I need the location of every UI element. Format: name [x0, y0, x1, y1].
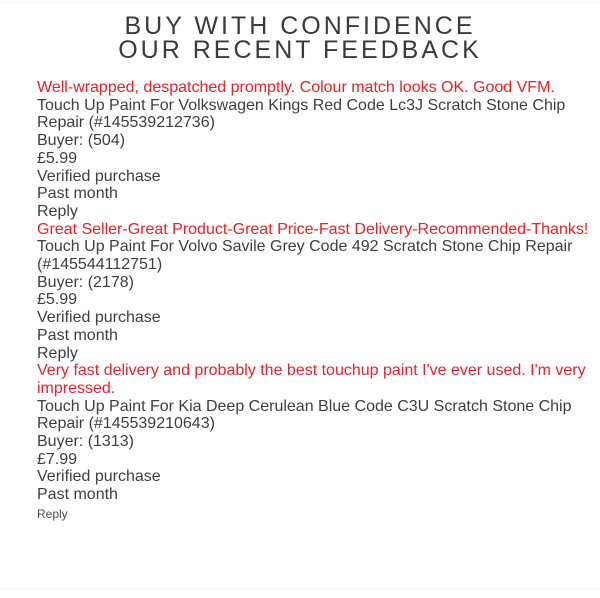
feedback-comment: Great Seller-Great Product-Great Price-Fast Delivery-Recommended-Thanks! — [37, 220, 589, 238]
reply-link[interactable]: Reply — [37, 344, 78, 362]
price: £5.99 — [37, 291, 78, 309]
feedback-item — [37, 221, 592, 363]
buyer-line: Buyer: (2178) — [37, 273, 134, 291]
page-title-line1: BUY WITH CONFIDENCE — [124, 12, 476, 40]
feedback-period: Past month — [37, 326, 118, 344]
feedback-comment: Very fast delivery and probably the best touchup paint I've ever used. I'm very impressed. — [37, 362, 586, 397]
verified-purchase-label: Verified purchase — [37, 309, 161, 327]
top-divider — [0, 2, 600, 3]
page-title-line2: OUR RECENT FEEDBACK — [118, 35, 482, 64]
price: £5.99 — [37, 149, 78, 167]
page-title — [0, 0, 600, 62]
reply-link[interactable]: Reply — [37, 202, 78, 220]
product-title: Touch Up Paint For Volkswagen Kings Red Code Lc3J Scratch Stone Chip Repair (#145539212736) — [37, 96, 566, 132]
buyer-line: Buyer: (1313) — [37, 433, 134, 451]
reply-link[interactable]: Reply — [37, 506, 68, 521]
price: £7.99 — [37, 450, 78, 468]
product-title: Touch Up Paint For Volvo Savile Grey Code 492 Scratch Stone Chip Repair (#145544112751) — [37, 238, 573, 274]
bottom-divider — [0, 588, 600, 589]
feedback-item — [37, 79, 592, 221]
verified-purchase-label: Verified purchase — [37, 468, 161, 486]
feedback-comment: Well-wrapped, despatched promptly. Colour match looks OK. Good VFM. — [37, 79, 555, 96]
feedback-list — [37, 79, 592, 521]
feedback-item — [37, 362, 592, 521]
feedback-period: Past month — [37, 486, 118, 504]
product-title: Touch Up Paint For Kia Deep Cerulean Blue Code C3U Scratch Stone Chip Repair (#145539210643) — [37, 397, 572, 433]
verified-purchase-label: Verified purchase — [37, 167, 161, 185]
feedback-period: Past month — [37, 185, 118, 203]
buyer-line: Buyer: (504) — [37, 132, 126, 150]
